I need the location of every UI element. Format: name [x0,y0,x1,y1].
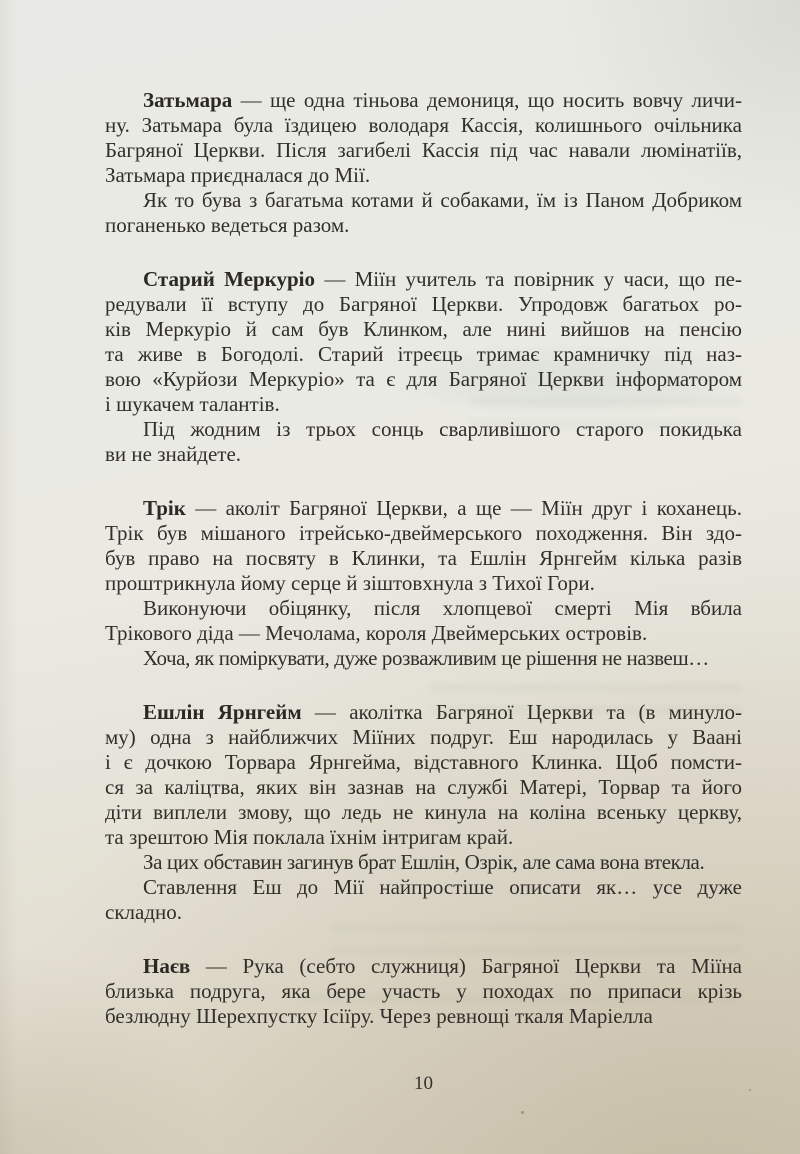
text-line: Ставлення Еш до Мії найпростіше описати як… усе дуже [143,875,742,899]
text-line: безлюдну Шерехпустку Ісіїру. Через ревнощі ткаля Маріелла [105,1004,653,1028]
entry-term: Затьмара [143,88,233,112]
text-line: Трікового діда — Мечолама, короля Двеймерських островів. [105,621,648,645]
glossary-entry [105,88,742,238]
dust-speck [749,1089,751,1091]
text-line: Затьмара — ще одна тіньова демониця, що носить вовчу личи- [143,88,742,112]
text-line: проштрикнула йому серце й зіштовхнула з Тихої Гори. [105,571,595,595]
text-line: діти виплели змову, що ледь не кинула на коліна всеньку церкву, [105,800,742,824]
text-line: Ешлін Ярнгейм — аколітка Багряної Церкви та (в минуло- [143,700,742,724]
glossary-text-block [105,88,742,1029]
dust-speck [521,1111,524,1114]
glossary-entry [105,496,742,671]
text-line: Затьмара приєдналася до Мії. [105,163,371,187]
entry-term: Старий Меркуріо [143,267,316,291]
text-line: ків Меркуріо й сам був Клинком, але нині вийшов на пенсію [105,317,742,341]
text-line: Наєв — Рука (себто служниця) Багряної Церкви та Міїна [143,954,742,978]
text-line: Хоча, як поміркувати, дуже розважливим це рішення не назвеш… [143,646,709,670]
entry-term: Ешлін Ярнгейм [143,700,302,724]
entry-term: Трік [143,496,186,520]
text-line: ся за каліцтва, яких він зазнав на службі Матері, Торвар та його [105,775,742,799]
text-line: Старий Меркуріо — Міїн учитель та повірник у часи, що пе- [143,267,742,291]
text-line: і є дочкою Торвара Ярнгейма, відставного Клинка. Щоб помсти- [105,750,742,774]
text-line: Трік був мішаного ітрейсько-двеймерського походження. Він здо- [105,521,742,545]
text-line: та зрештою Мія поклала їхнім інтригам край. [105,825,514,849]
text-line: ну. Затьмара була їздицею володаря Кассія, колишнього очільника [105,113,742,137]
page-number: 10 [414,1073,433,1094]
text-line: Трік — аколіт Багряної Церкви, а ще — Міїн друг і коханець. [143,496,742,520]
text-line: Як то бува з багатьма котами й собаками, їм із Паном Добриком [143,188,742,212]
glossary-entry [105,954,742,1029]
text-line: близька подруга, яка бере участь у походах по припаси крізь [105,979,742,1003]
text-line: За цих обставин загинув брат Ешлін, Озрік, але сама вона втекла. [143,850,705,874]
text-line: ви не знайдете. [105,442,242,466]
glossary-entry [105,267,742,467]
text-line: вою «Курйози Меркуріо» та є для Багряної Церкви інформатором [105,367,742,391]
text-line: та живе в Богодолі. Старий ітреєць тримає крамничку під наз- [105,342,742,366]
text-line: Багряної Церкви. Після загибелі Кассія під час навали люмінатіїв, [105,138,742,162]
text-line: Під жодним із трьох сонць сварливішого старого покидька [143,417,742,441]
text-line: поганенько ведеться разом. [105,213,350,237]
text-line: складно. [105,900,182,924]
text-line: редували її вступу до Багряної Церкви. Упродовж багатьох ро- [105,292,742,316]
text-line: був право на посвяту в Клинки, та Ешлін Ярнгейм кілька разів [105,546,742,570]
text-line: му) одна з найближчих Міїних подруг. Еш народилась у Ваані [105,725,742,749]
entry-term: Наєв [143,954,191,978]
text-line: Виконуючи обіцянку, після хлопцевої смерті Мія вбила [143,596,742,620]
text-line: і шукачем талантів. [105,392,280,416]
glossary-entry [105,700,742,925]
